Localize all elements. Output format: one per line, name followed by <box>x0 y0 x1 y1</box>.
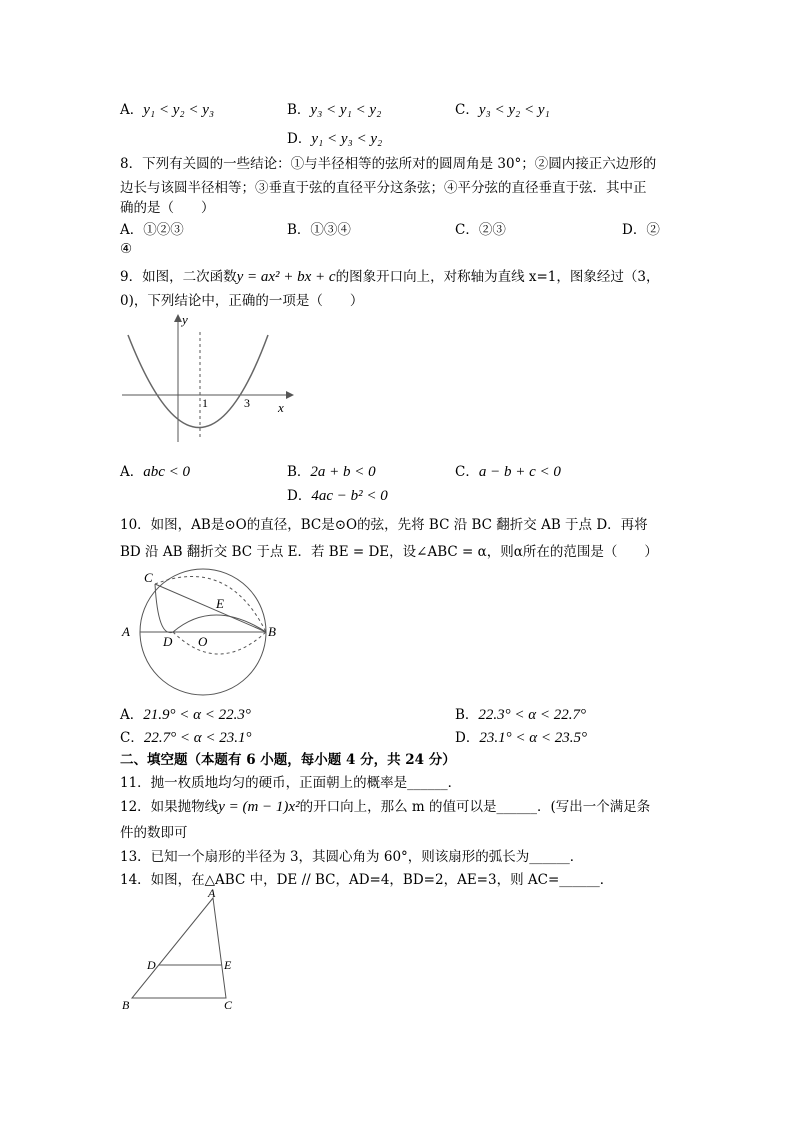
q14-text: 14．如图，在△ABC 中，DE // BC，AD=4，BD=2，AE=3，则 AC=______． <box>120 872 614 888</box>
q7-b-math: y₃ < y₁ < y₂ <box>310 102 382 118</box>
q8-line-1: 8．下列有关圆的一些结论：①与半径相等的弦所对的圆周角是 30°；②圆内接正六边形的 <box>120 156 657 172</box>
q12-line-1 <box>120 795 650 816</box>
label-c: C <box>144 570 153 585</box>
q9-line-1b: 的图象开口向上，对称轴为直线 x=1，图象经过（3， <box>335 269 660 285</box>
label-a: A <box>122 624 130 639</box>
q8-line-2: 边长与该圆半径相等；③垂直于弦的直径平分这条弦；④平分弦的直径垂直于弦．其中正 <box>120 180 647 196</box>
q12-a: 12．如果抛物线 <box>120 799 219 815</box>
label-b: B <box>122 998 130 1012</box>
q7-c-math: y₃ < y₂ < y₁ <box>478 102 550 118</box>
q8-option-a: A．①②③ <box>120 222 184 238</box>
q7-option-b <box>287 98 381 119</box>
q10-a-math: 21.9° < α < 22.3° <box>143 707 251 723</box>
tick-label-1: 1 <box>202 396 208 410</box>
q10-line-2: BD 沿 AB 翻折交 BC 于点 E．若 BE = DE，设∠ABC = α，则α所在的范围是（ ） <box>120 544 658 560</box>
original-arc-dashed <box>155 576 266 632</box>
chord-bc <box>155 584 266 632</box>
q8-option-b: B．①③④ <box>287 222 351 238</box>
q9-option-d <box>287 484 388 505</box>
label-d: D <box>147 958 156 972</box>
q10-d-label: D． <box>455 730 480 746</box>
q10-b-math: 22.3° < α < 22.7° <box>478 707 587 723</box>
q10-option-d <box>455 726 587 747</box>
section-2-title: 二、填空题（本题有 6 小题，每小题 4 分，共 24 分） <box>120 752 456 768</box>
q8-option-d-cont: ④ <box>120 241 133 257</box>
q10-d-math: 23.1° < α < 23.5° <box>479 730 587 746</box>
label-a: A <box>208 888 216 900</box>
q7-a-label: A． <box>120 102 144 118</box>
q7-d-math: y₁ < y₃ < y₂ <box>311 131 383 147</box>
q14-triangle-figure <box>118 888 243 1016</box>
q10-option-c <box>120 726 251 747</box>
q7-option-c <box>455 98 550 119</box>
q12-b: 的开口向上，那么 m 的值可以是______．(写出一个满足条 <box>299 799 651 815</box>
q9-a-math: abc < 0 <box>143 464 191 480</box>
q9-d-label: D． <box>287 488 312 504</box>
q9-option-a <box>120 460 190 481</box>
q10-option-b <box>455 703 586 724</box>
q10-c-math: 22.7° < α < 23.1° <box>143 730 252 746</box>
label-d: D <box>163 634 173 649</box>
parabola-curve <box>128 335 268 428</box>
q9-line-1 <box>120 265 660 286</box>
y-axis-arrow <box>174 314 182 322</box>
label-e: E <box>224 958 232 972</box>
q10-c-label: C． <box>120 730 144 746</box>
q9-c-math: a − b + c < 0 <box>478 464 561 480</box>
q9-line-2: 0)，下列结论中，正确的一项是（ ） <box>120 293 364 309</box>
q9-c-label: C． <box>455 464 479 480</box>
q12-line-2: 件的数即可 <box>120 825 188 841</box>
label-e: E <box>216 596 224 611</box>
q8-option-c: C．②③ <box>455 222 506 238</box>
label-b: B <box>268 624 276 639</box>
q9-parabola-figure <box>118 310 298 445</box>
q9-function: y = ax² + bx + c <box>236 269 336 285</box>
q7-b-label: B． <box>287 102 311 118</box>
q10-option-a <box>120 703 251 724</box>
q9-b-math: 2a + b < 0 <box>310 464 376 480</box>
q12-math: y = (m − 1)x² <box>218 799 300 815</box>
label-c: C <box>224 998 233 1012</box>
q11-text: 11．抛一枚质地均匀的硬币，正面朝上的概率是______． <box>120 775 462 791</box>
q7-c-label: C． <box>455 102 479 118</box>
x-label: x <box>278 400 284 415</box>
x-axis-arrow <box>286 391 294 399</box>
q9-a-label: A． <box>120 464 144 480</box>
q9-option-c <box>455 460 561 481</box>
label-o: O <box>198 634 208 649</box>
q9-line-1a: 9．如图，二次函数 <box>120 269 237 285</box>
q9-b-label: B． <box>287 464 311 480</box>
q13-text: 13．已知一个扇形的半径为 3，其圆心角为 60°，则该扇形的弧长为______． <box>120 849 584 865</box>
q8-line-3: 确的是（ ） <box>120 200 215 216</box>
q10-circle-figure <box>118 566 288 701</box>
q9-d-math: 4ac − b² < 0 <box>311 488 388 504</box>
q7-option-d <box>287 127 382 148</box>
tick-label-3: 3 <box>244 396 250 410</box>
q7-a-math: y₁ < y₂ < y₃ <box>143 102 215 118</box>
q7-d-label: D． <box>287 131 312 147</box>
q8-option-d: D．② <box>622 222 660 238</box>
triangle-abc <box>132 898 226 998</box>
y-label: y <box>182 312 188 327</box>
q10-a-label: A． <box>120 707 144 723</box>
q9-option-b <box>287 460 376 481</box>
q10-line-1: 10．如图，AB是⊙O的直径，BC是⊙O的弦，先将 BC 沿 BC 翻折交 AB 于点 D．再将 <box>120 517 648 533</box>
folded-arc-bd-dashed <box>173 632 266 654</box>
q10-b-label: B． <box>455 707 479 723</box>
q7-option-a <box>120 98 214 119</box>
